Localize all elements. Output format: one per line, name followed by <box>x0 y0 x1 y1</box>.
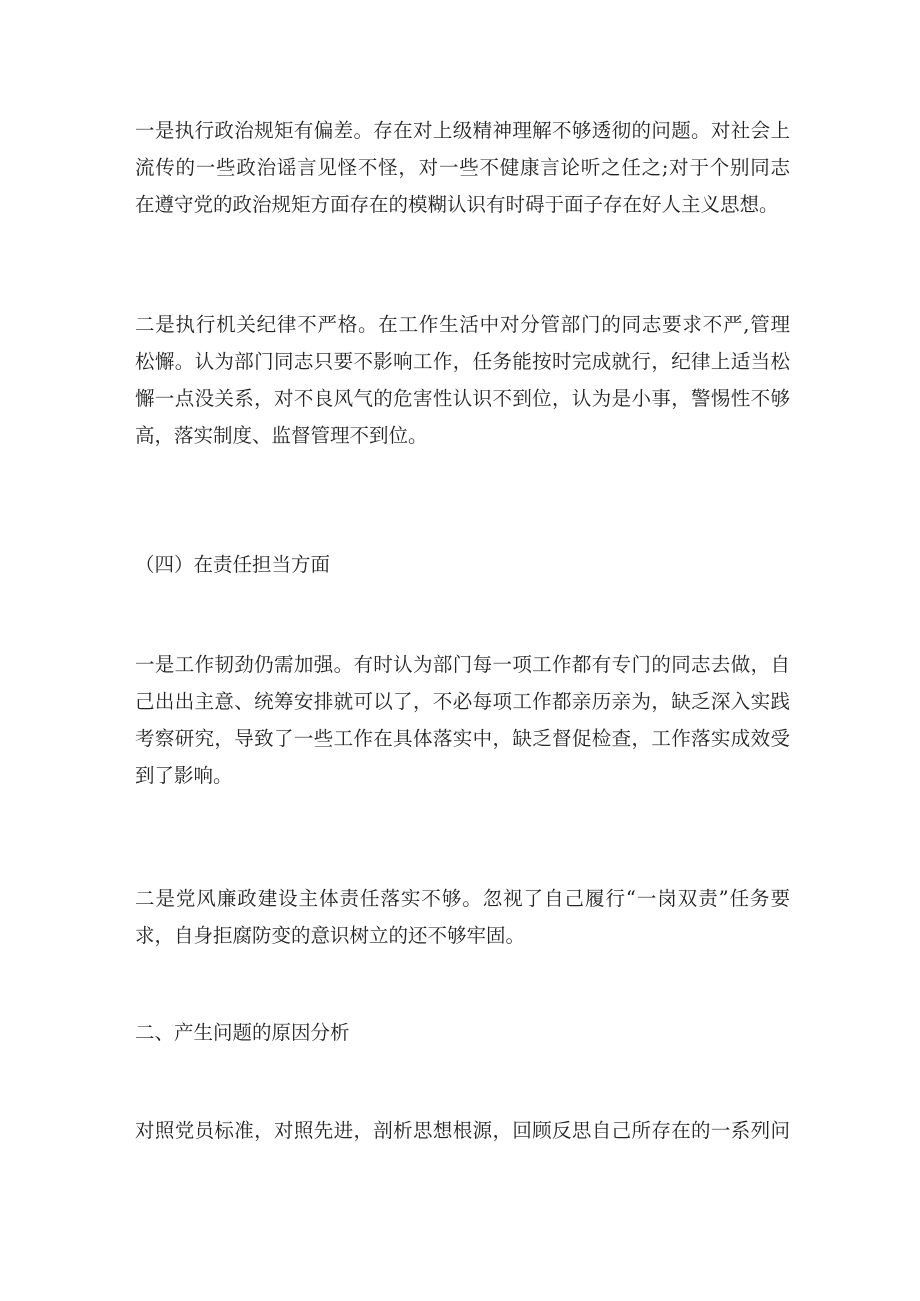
paragraph-line: 松懈。认为部门同志只要不影响工作，任务能按时完成就行，纪律上适当松 <box>135 350 790 373</box>
paragraph-line: 求，自身拒腐防变的意识树立的还不够牢固。 <box>135 924 526 947</box>
paragraph-political-rules <box>135 112 790 223</box>
section-heading-responsibility: （四）在责任担当方面 <box>135 553 331 576</box>
paragraph-line: 一是执行政治规矩有偏差。存在对上级精神理解不够透彻的问题。对社会上 <box>135 119 790 142</box>
paragraph-line: 己出出主意、统筹安排就可以了，不必每项工作都亲历亲为，缺乏深入实践 <box>135 690 790 713</box>
paragraph-line: 到了影响。 <box>135 764 233 787</box>
paragraph-line: 流传的一些政治谣言见怪不怪，对一些不健康言论听之任之;对于个别同志 <box>135 156 790 179</box>
paragraph-line: 对照党员标准，对照先进，剖析思想根源，回顾反思自己所存在的一系列问 <box>135 1119 790 1142</box>
paragraph-work-tenacity <box>135 646 790 794</box>
section-heading-cause-analysis: 二、产生问题的原因分析 <box>135 1021 350 1044</box>
paragraph-line: 考察研究，导致了一些工作在具体落实中，缺乏督促检查，工作落实成效受 <box>135 727 790 750</box>
paragraph-line: 一是工作韧劲仍需加强。有时认为部门每一项工作都有专门的同志去做，自 <box>135 653 790 676</box>
paragraph-line: 在遵守党的政治规矩方面存在的模糊认识有时碍于面子存在好人主义思想。 <box>135 193 779 216</box>
paragraph-line: 二是执行机关纪律不严格。在工作生活中对分管部门的同志要求不严,管理 <box>135 313 790 336</box>
paragraph-line: 懈一点没关系，对不良风气的危害性认识不到位，认为是小事，警惕性不够 <box>135 387 790 410</box>
paragraph-discipline <box>135 306 790 454</box>
paragraph-integrity-responsibility <box>135 880 790 954</box>
paragraph-reflection <box>135 1112 790 1149</box>
paragraph-line: 二是党风廉政建设主体责任落实不够。忽视了自己履行“一岗双责”任务要 <box>135 887 790 910</box>
paragraph-line: 高，落实制度、监督管理不到位。 <box>135 424 428 447</box>
